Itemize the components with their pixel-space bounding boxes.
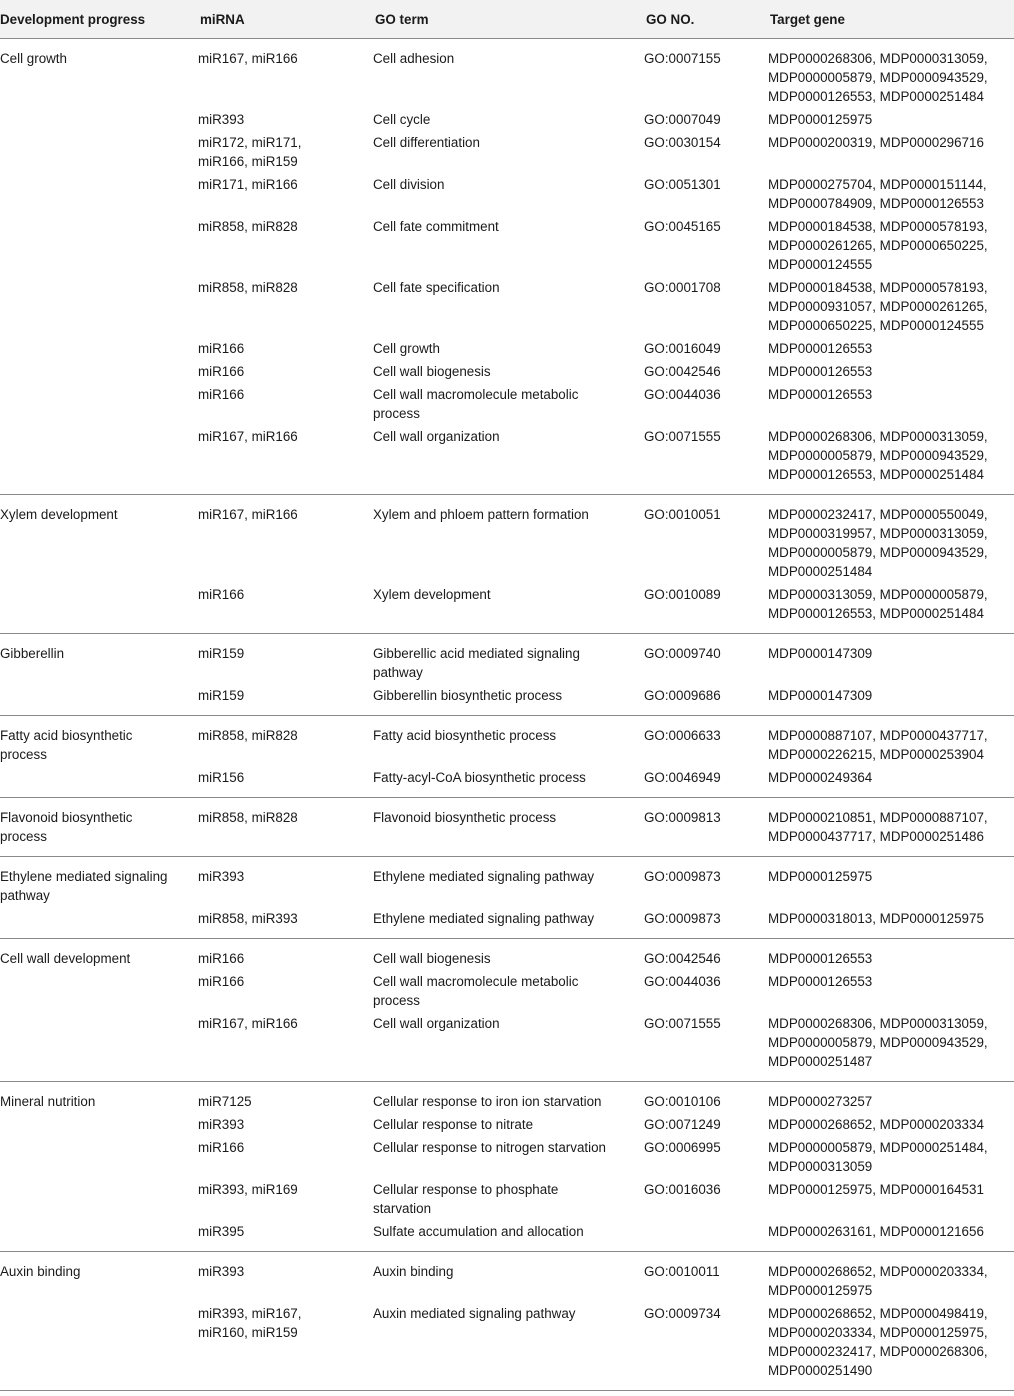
mirna-cell: miR393: [198, 1264, 245, 1279]
go-term-cell: Cell adhesion: [373, 51, 455, 66]
table-group: [0, 1082, 1014, 1252]
category-cell: [0, 1178, 198, 1220]
mirna-cell: miR166: [198, 1140, 245, 1155]
table-row: [0, 1178, 1014, 1220]
target-gene-cell: MDP0000887107, MDP0000437717, MDP0000226215, MDP0000253904: [768, 728, 988, 762]
target-gene-cell: MDP0000126553: [768, 341, 873, 356]
mirna-cell: miR167, miR166: [198, 51, 298, 66]
target-gene-cell: MDP0000184538, MDP0000578193, MDP0000261265, MDP0000650225, MDP0000124555: [768, 219, 988, 272]
category-cell: [0, 337, 198, 360]
go-number-cell: GO:0009873: [644, 911, 721, 926]
category-cell: [0, 907, 198, 939]
header-development-progress: Development progress: [0, 0, 198, 39]
target-gene-cell: MDP0000273257: [768, 1094, 873, 1109]
go-number-cell: GO:0071555: [644, 429, 721, 444]
table-row: [0, 1113, 1014, 1136]
table-row: [0, 495, 1014, 584]
go-number-cell: GO:0071249: [644, 1117, 721, 1132]
category-cell: [0, 108, 198, 131]
go-term-cell: Flavonoid biosynthetic process: [373, 810, 557, 825]
target-gene-cell: MDP0000263161, MDP0000121656: [768, 1224, 984, 1239]
target-gene-cell: MDP0000147309: [768, 688, 873, 703]
go-number-cell: GO:0046949: [644, 770, 721, 785]
go-number-cell: [644, 1220, 768, 1252]
category-cell: Xylem development: [0, 507, 118, 522]
target-gene-cell: MDP0000125975: [768, 112, 873, 127]
go-term-cell: Cell fate commitment: [373, 219, 499, 234]
table-group: [0, 39, 1014, 495]
target-gene-cell: MDP0000210851, MDP0000887107, MDP0000437717, MDP0000251486: [768, 810, 988, 844]
go-term-cell: Auxin mediated signaling pathway: [373, 1306, 576, 1321]
table-row: [0, 583, 1014, 634]
table-row: [0, 766, 1014, 798]
category-cell: Auxin binding: [0, 1264, 81, 1279]
target-gene-cell: MDP0000125975, MDP0000164531: [768, 1182, 984, 1197]
go-term-cell: Fatty acid biosynthetic process: [373, 728, 557, 743]
category-cell: [0, 583, 198, 634]
mirna-cell: miR393: [198, 869, 245, 884]
table-group: [0, 939, 1014, 1082]
target-gene-cell: MDP0000268306, MDP0000313059, MDP0000005879, MDP0000943529, MDP0000126553, MDP0000251484: [768, 51, 988, 104]
table-row: [0, 1220, 1014, 1252]
go-number-cell: GO:0016049: [644, 341, 721, 356]
category-cell: Fatty acid biosynthetic process: [0, 728, 133, 762]
mirna-cell: miR172, miR171, miR166, miR159: [198, 135, 302, 169]
table-group: [0, 716, 1014, 798]
category-cell: [0, 173, 198, 215]
go-term-cell: Cellular response to phosphate starvation: [373, 1182, 559, 1216]
category-cell: [0, 766, 198, 798]
table-group: [0, 634, 1014, 716]
go-number-cell: GO:0042546: [644, 951, 721, 966]
go-term-cell: Cell division: [373, 177, 445, 192]
mirna-cell: miR167, miR166: [198, 429, 298, 444]
header-go-term: GO term: [373, 0, 644, 39]
category-cell: [0, 131, 198, 173]
target-gene-cell: MDP0000268652, MDP0000203334, MDP0000125975: [768, 1264, 988, 1298]
mirna-cell: miR159: [198, 688, 245, 703]
category-cell: [0, 383, 198, 425]
table-row: [0, 360, 1014, 383]
go-term-cell: Cellular response to nitrogen starvation: [373, 1140, 606, 1155]
mirna-cell: miR393: [198, 1117, 245, 1132]
mirna-cell: miR171, miR166: [198, 177, 298, 192]
category-cell: [0, 684, 198, 716]
mirna-cell: miR393, miR167, miR160, miR159: [198, 1306, 302, 1340]
go-term-cell: Xylem and phloem pattern formation: [373, 507, 589, 522]
mirna-cell: miR7125: [198, 1094, 252, 1109]
target-gene-cell: MDP0000232417, MDP0000550049, MDP0000319957, MDP0000313059, MDP0000005879, MDP0000943529, MDP0000251484: [768, 507, 988, 579]
go-number-cell: GO:0010089: [644, 587, 721, 602]
go-term-cell: Auxin binding: [373, 1264, 454, 1279]
mirna-cell: miR393: [198, 112, 245, 127]
target-gene-cell: MDP0000268306, MDP0000313059, MDP0000005879, MDP0000943529, MDP0000126553, MDP0000251484: [768, 429, 988, 482]
category-cell: [0, 970, 198, 1012]
table-row: [0, 131, 1014, 173]
table-row: [0, 970, 1014, 1012]
go-number-cell: GO:0001708: [644, 280, 721, 295]
mirna-cell: miR858, miR828: [198, 219, 298, 234]
table-header: [0, 0, 1014, 39]
mirna-cell: miR166: [198, 587, 245, 602]
mirna-cell: miR858, miR828: [198, 280, 298, 295]
target-gene-cell: MDP0000126553: [768, 364, 873, 379]
go-term-cell: Cell cycle: [373, 112, 431, 127]
table-row: [0, 939, 1014, 971]
target-gene-cell: MDP0000268652, MDP0000203334: [768, 1117, 984, 1132]
header-row: [0, 0, 1014, 39]
table-group: [0, 798, 1014, 857]
go-number-cell: GO:0044036: [644, 974, 721, 989]
go-number-cell: GO:0007049: [644, 112, 721, 127]
mirna-cell: miR166: [198, 974, 245, 989]
go-term-cell: Cellular response to iron ion starvation: [373, 1094, 602, 1109]
target-gene-cell: MDP0000125975: [768, 869, 873, 884]
category-cell: [0, 360, 198, 383]
table-row: [0, 1012, 1014, 1082]
target-gene-cell: MDP0000268652, MDP0000498419, MDP0000203334, MDP0000125975, MDP0000232417, MDP0000268306, MDP0000251490: [768, 1306, 988, 1378]
category-cell: [0, 1302, 198, 1391]
go-number-cell: GO:0009813: [644, 810, 721, 825]
mirna-cell: miR166: [198, 364, 245, 379]
target-gene-cell: MDP0000249364: [768, 770, 873, 785]
go-number-cell: GO:0007155: [644, 51, 721, 66]
target-gene-cell: MDP0000126553: [768, 974, 873, 989]
table-row: [0, 1082, 1014, 1114]
go-term-cell: Cellular response to nitrate: [373, 1117, 534, 1132]
mirna-cell: miR167, miR166: [198, 1016, 298, 1031]
go-number-cell: GO:0006995: [644, 1140, 721, 1155]
category-cell: [0, 1113, 198, 1136]
go-term-cell: Xylem development: [373, 587, 491, 602]
go-term-cell: Cell wall organization: [373, 429, 500, 444]
table-row: [0, 907, 1014, 939]
category-cell: [0, 425, 198, 495]
target-gene-cell: MDP0000268306, MDP0000313059, MDP0000005879, MDP0000943529, MDP0000251487: [768, 1016, 988, 1069]
table-group: [0, 857, 1014, 939]
table-row: [0, 39, 1014, 109]
header-go-no: GO NO.: [644, 0, 768, 39]
header-mirna: miRNA: [198, 0, 373, 39]
mirna-cell: miR858, miR393: [198, 911, 298, 926]
category-cell: Gibberellin: [0, 646, 65, 661]
table-row: [0, 857, 1014, 908]
go-term-cell: Ethylene mediated signaling pathway: [373, 869, 595, 884]
go-number-cell: GO:0016036: [644, 1182, 721, 1197]
go-number-cell: GO:0006633: [644, 728, 721, 743]
go-term-cell: Cell fate specification: [373, 280, 500, 295]
table-row: [0, 634, 1014, 685]
go-number-cell: GO:0010051: [644, 507, 721, 522]
mirna-cell: miR166: [198, 951, 245, 966]
table-row: [0, 276, 1014, 337]
category-cell: Mineral nutrition: [0, 1094, 96, 1109]
target-gene-cell: MDP0000184538, MDP0000578193, MDP0000931057, MDP0000261265, MDP0000650225, MDP0000124555: [768, 280, 988, 333]
go-term-cell: Cell wall macromolecule metabolic process: [373, 387, 579, 421]
table-row: [0, 337, 1014, 360]
mirna-cell: miR393, miR169: [198, 1182, 298, 1197]
category-cell: Cell wall development: [0, 951, 131, 966]
table-row: [0, 684, 1014, 716]
category-cell: Flavonoid biosynthetic process: [0, 810, 133, 844]
go-term-cell: Cell growth: [373, 341, 440, 356]
mirna-cell: miR166: [198, 341, 245, 356]
category-cell: Ethylene mediated signaling pathway: [0, 869, 168, 903]
go-number-cell: GO:0009740: [644, 646, 721, 661]
go-term-cell: Gibberellic acid mediated signaling pathway: [373, 646, 580, 680]
category-cell: [0, 215, 198, 276]
category-cell: [0, 276, 198, 337]
table-group: [0, 495, 1014, 634]
go-number-cell: GO:0009873: [644, 869, 721, 884]
go-number-cell: GO:0030154: [644, 135, 721, 150]
target-gene-cell: MDP0000275704, MDP0000151144, MDP0000784909, MDP0000126553: [768, 177, 987, 211]
target-gene-cell: MDP0000200319, MDP0000296716: [768, 135, 984, 150]
go-term-cell: Ethylene mediated signaling pathway: [373, 911, 595, 926]
table-row: [0, 798, 1014, 857]
target-gene-cell: MDP0000126553: [768, 387, 873, 402]
mirna-cell: miR395: [198, 1224, 245, 1239]
category-cell: [0, 1220, 198, 1252]
table-row: [0, 173, 1014, 215]
category-cell: Cell growth: [0, 51, 67, 66]
table-row: [0, 1136, 1014, 1178]
mirna-cell: miR858, miR828: [198, 728, 298, 743]
table-row: [0, 425, 1014, 495]
go-term-cell: Cell wall macromolecule metabolic process: [373, 974, 579, 1008]
go-number-cell: GO:0044036: [644, 387, 721, 402]
mirna-cell: miR858, miR828: [198, 810, 298, 825]
go-term-cell: Cell wall organization: [373, 1016, 500, 1031]
category-cell: [0, 1136, 198, 1178]
go-term-cell: Sulfate accumulation and allocation: [373, 1224, 584, 1239]
category-cell: [0, 1012, 198, 1082]
go-number-cell: GO:0051301: [644, 177, 721, 192]
table-row: [0, 1252, 1014, 1303]
mirna-cell: miR166: [198, 387, 245, 402]
mirna-cell: miR167, miR166: [198, 507, 298, 522]
table-row: [0, 1302, 1014, 1391]
go-term-cell: Gibberellin biosynthetic process: [373, 688, 563, 703]
go-term-cell: Fatty-acyl-CoA biosynthetic process: [373, 770, 586, 785]
table-row: [0, 716, 1014, 767]
header-target-gene: Target gene: [768, 0, 1014, 39]
go-number-cell: GO:0045165: [644, 219, 721, 234]
target-gene-cell: MDP0000318013, MDP0000125975: [768, 911, 984, 926]
table-row: [0, 108, 1014, 131]
go-term-cell: Cell differentiation: [373, 135, 480, 150]
target-gene-cell: MDP0000147309: [768, 646, 873, 661]
go-number-cell: GO:0010011: [644, 1264, 720, 1279]
go-term-cell: Cell wall biogenesis: [373, 951, 491, 966]
go-number-cell: GO:0042546: [644, 364, 721, 379]
go-number-cell: GO:0009734: [644, 1306, 721, 1321]
go-number-cell: GO:0009686: [644, 688, 721, 703]
go-number-cell: GO:0071555: [644, 1016, 721, 1031]
mirna-cell: miR156: [198, 770, 245, 785]
target-gene-cell: MDP0000005879, MDP0000251484, MDP0000313059: [768, 1140, 988, 1174]
table-row: [0, 383, 1014, 425]
target-gene-cell: MDP0000313059, MDP0000005879, MDP0000126553, MDP0000251484: [768, 587, 988, 621]
go-term-cell: Cell wall biogenesis: [373, 364, 491, 379]
table-row: [0, 215, 1014, 276]
table-group: [0, 1252, 1014, 1391]
mirna-cell: miR159: [198, 646, 245, 661]
target-gene-cell: MDP0000126553: [768, 951, 873, 966]
go-number-cell: GO:0010106: [644, 1094, 721, 1109]
